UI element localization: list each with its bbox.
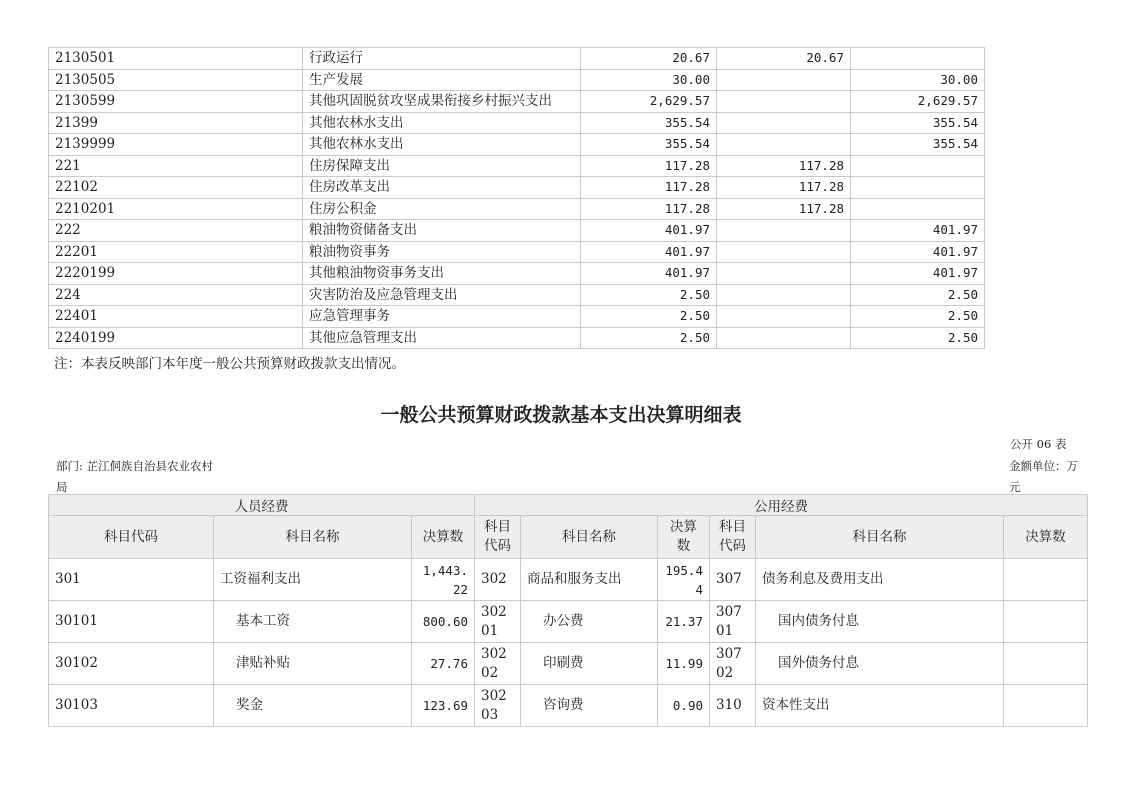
table-row [49,284,985,306]
basic-amount [717,220,851,242]
basic-amount [717,327,851,349]
personnel-name: 奖金 [214,685,412,727]
table-row [49,601,1088,643]
project-amount [851,155,985,177]
personnel-amount: 1,443.22 [412,559,475,601]
public-name: 资本性支出 [756,685,1004,727]
personnel-code: 30101 [49,601,214,643]
basic-amount [717,91,851,113]
total-amount: 2.50 [581,306,717,328]
subject-name: 其他农林水支出 [303,134,581,156]
project-amount: 2.50 [851,284,985,306]
subject-name: 住房保障支出 [303,155,581,177]
table-row [49,177,985,199]
subject-name: 住房公积金 [303,198,581,220]
public-name: 办公费 [521,601,658,643]
total-amount: 401.97 [581,241,717,263]
table-row [49,559,1088,601]
table-row [49,306,985,328]
public-code: 30701 [710,601,756,643]
table-row [49,155,985,177]
project-amount [851,177,985,199]
project-amount: 2,629.57 [851,91,985,113]
group-header-row [49,495,1088,516]
table-row [49,198,985,220]
project-amount: 401.97 [851,263,985,285]
basic-amount [717,112,851,134]
personnel-name: 津贴补贴 [214,643,412,685]
table-row [49,134,985,156]
subject-code-header: 科目代码 [710,516,756,559]
public-amount: 11.99 [658,643,710,685]
public-code: 302 [475,559,521,601]
project-amount: 2.50 [851,306,985,328]
subject-name-header: 科目名称 [521,516,658,559]
total-amount: 2,629.57 [581,91,717,113]
subject-name-header: 科目名称 [214,516,412,559]
subject-name: 行政运行 [303,48,581,70]
public-expense-group: 公用经费 [475,495,1088,516]
basic-amount [717,306,851,328]
project-amount [851,48,985,70]
public-code: 307 [710,559,756,601]
basic-amount: 117.28 [717,177,851,199]
public-amount [1004,601,1088,643]
basic-amount: 117.28 [717,198,851,220]
total-amount: 117.28 [581,177,717,199]
subject-code: 222 [49,220,303,242]
personnel-amount: 27.76 [412,643,475,685]
subject-name: 粮油物资事务 [303,241,581,263]
total-amount: 30.00 [581,69,717,91]
public-name: 咨询费 [521,685,658,727]
public-amount [1004,685,1088,727]
total-amount: 117.28 [581,155,717,177]
total-amount: 355.54 [581,134,717,156]
project-amount: 355.54 [851,112,985,134]
table-row [49,48,985,70]
total-amount: 2.50 [581,284,717,306]
table-row [49,112,985,134]
public-amount [1004,643,1088,685]
personnel-name: 基本工资 [214,601,412,643]
personnel-code: 30103 [49,685,214,727]
subject-code-header: 科目代码 [49,516,214,559]
total-amount: 117.28 [581,198,717,220]
subject-name: 其他农林水支出 [303,112,581,134]
basic-amount [717,263,851,285]
subject-code: 224 [49,284,303,306]
public-amount: 21.37 [658,601,710,643]
page-title: 一般公共预算财政拨款基本支出决算明细表 [380,404,742,426]
subject-name: 其他粮油物资事务支出 [303,263,581,285]
total-amount: 355.54 [581,112,717,134]
public-name: 印刷费 [521,643,658,685]
subject-code: 2139999 [49,134,303,156]
table-row [49,263,985,285]
table-note: 注：本表反映部门本年度一般公共预算财政拨款支出情况。 [54,356,405,372]
personnel-name: 工资福利支出 [214,559,412,601]
subject-name-header: 科目名称 [756,516,1004,559]
public-code: 30702 [710,643,756,685]
expenditure-table-body [49,48,985,349]
project-amount: 30.00 [851,69,985,91]
basic-amount [717,241,851,263]
table-row [49,91,985,113]
basic-amount [717,134,851,156]
project-amount: 355.54 [851,134,985,156]
basic-amount [717,284,851,306]
personnel-amount: 123.69 [412,685,475,727]
subject-name: 粮油物资储备支出 [303,220,581,242]
total-amount: 401.97 [581,220,717,242]
subject-code: 21399 [49,112,303,134]
amount-unit-label: 金额单位：万元 [1009,459,1078,494]
subject-code: 22102 [49,177,303,199]
personnel-amount: 800.60 [412,601,475,643]
public-amount: 195.44 [658,559,710,601]
public-code: 30203 [475,685,521,727]
public-code: 310 [710,685,756,727]
total-amount: 2.50 [581,327,717,349]
project-amount: 401.97 [851,220,985,242]
expenditure-table [48,47,985,349]
public-code: 30201 [475,601,521,643]
table-row [49,685,1088,727]
subject-code: 2130501 [49,48,303,70]
public-name: 国内债务付息 [756,601,1004,643]
personnel-code: 301 [49,559,214,601]
subject-name: 应急管理事务 [303,306,581,328]
personnel-code: 30102 [49,643,214,685]
form-number: 公开 06 表 [1010,437,1067,451]
public-name: 债务利息及费用支出 [756,559,1004,601]
personnel-expense-group: 人员经费 [49,495,475,516]
public-amount [1004,559,1088,601]
basic-amount: 20.67 [717,48,851,70]
table-row [49,241,985,263]
subject-name: 其他巩固脱贫攻坚成果衔接乡村振兴支出 [303,91,581,113]
amount-header: 决算数 [658,516,710,559]
column-header-row [49,516,1088,559]
table-row [49,643,1088,685]
subject-code: 2130505 [49,69,303,91]
project-amount: 2.50 [851,327,985,349]
subject-code: 22201 [49,241,303,263]
subject-code: 221 [49,155,303,177]
total-amount: 401.97 [581,263,717,285]
subject-code-header: 科目代码 [475,516,521,559]
subject-code: 2220199 [49,263,303,285]
public-name: 国外债务付息 [756,643,1004,685]
subject-code: 2240199 [49,327,303,349]
table-row [49,69,985,91]
amount-header: 决算数 [412,516,475,559]
table-row [49,220,985,242]
subject-name: 其他应急管理支出 [303,327,581,349]
basic-amount: 117.28 [717,155,851,177]
project-amount: 401.97 [851,241,985,263]
table-row [49,327,985,349]
total-amount: 20.67 [581,48,717,70]
subject-name: 灾害防治及应急管理支出 [303,284,581,306]
subject-code: 22401 [49,306,303,328]
basic-expenditure-detail-table [48,494,1088,727]
subject-name: 生产发展 [303,69,581,91]
amount-header: 决算数 [1004,516,1088,559]
department-label: 部门: 芷江侗族自治县农业农村局 [56,459,214,494]
subject-code: 2130599 [49,91,303,113]
project-amount [851,198,985,220]
public-amount: 0.90 [658,685,710,727]
subject-name: 住房改革支出 [303,177,581,199]
public-name: 商品和服务支出 [521,559,658,601]
basic-amount [717,69,851,91]
subject-code: 2210201 [49,198,303,220]
public-code: 30202 [475,643,521,685]
